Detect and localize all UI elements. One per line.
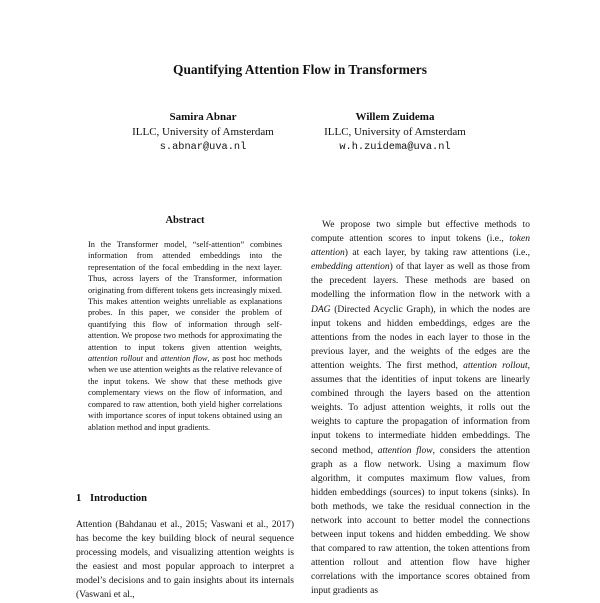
author-email[interactable]: w.h.zuidema@uva.nl bbox=[339, 141, 451, 153]
paper-title: Quantifying Attention Flow in Transformers bbox=[173, 62, 427, 77]
abstract-text: In the Transformer model, “self-attention” combines information from attended embeddings into the representation of the focal embedding in the next layer. Thus, across layers of the Transformer, information originating from different tokens gets increasingly mixed. This makes attention weights unreliable as explanations probes. In this paper, we consider the problem of quantifying this flow of information through self-attention. We propose two methods for approximating the attention to input tokens given attention weights, attention rollout and attention flow, as post hoc methods when we use attention weights as the relative relevance of the input tokens. We show that these methods give complementary views on the flow of information, and compared to raw attention, both yield higher correlations with importance scores of input tokens obtained using an ablation method and input gradients. bbox=[88, 240, 282, 432]
author-affiliation: ILLC, University of Amsterdam bbox=[324, 126, 466, 138]
author-email[interactable]: s.abnar@uva.nl bbox=[159, 141, 247, 153]
abstract-heading: Abstract bbox=[165, 215, 205, 226]
section-title: Introduction bbox=[90, 493, 147, 504]
author-name: Samira Abnar bbox=[169, 111, 237, 123]
author-block bbox=[275, 110, 515, 155]
author-affiliation: ILLC, University of Amsterdam bbox=[132, 126, 274, 138]
intro-paragraph: Attention (Bahdanau et al., 2015; Vaswani et al., 2017) has become the key building block of neural sequence processing models, and visualizing attention weights is the easiest and most popular approach to interpret a model’s decisions and to gain insights about its internals (Vaswani et al., bbox=[76, 520, 294, 601]
section-number: 1 bbox=[76, 493, 82, 504]
section-heading-introduction bbox=[76, 493, 147, 504]
author-name: Willem Zuidema bbox=[355, 111, 435, 123]
right-column-paragraph: We propose two simple but effective methods to compute attention scores to input tokens (i.e., token attention) at each layer, by taking raw attentions (i.e., embedding attention) of that layer as well as those from the precedent layers. These methods are based on modelling the information flow in the network with a DAG (Directed Acyclic Graph), in which the nodes are input tokens and hidden embeddings, edges are the attentions from the nodes in each layer to those in the previous layer, and the weights of the edges are the attention weights. The first method, attention rollout, assumes that the identities of input tokens are linearly combined through the layers based on the attention weights. To adjust attention weights, it rolls out the weights to capture the propagation of information from input tokens to intermediate hidden embeddings. The second method, attention flow, considers the attention graph as a flow network. Using a maximum flow algorithm, it computes maximum flow values, from hidden embeddings (sources) to input tokens (sinks). In both methods, we take the residual connection in the network into account to better model the connections between input tokens and hidden embedding. We show that compared to raw attention, the token attentions from attention rollout and attention flow have higher correlations with the importance scores obtained from input gradients as bbox=[311, 220, 530, 597]
